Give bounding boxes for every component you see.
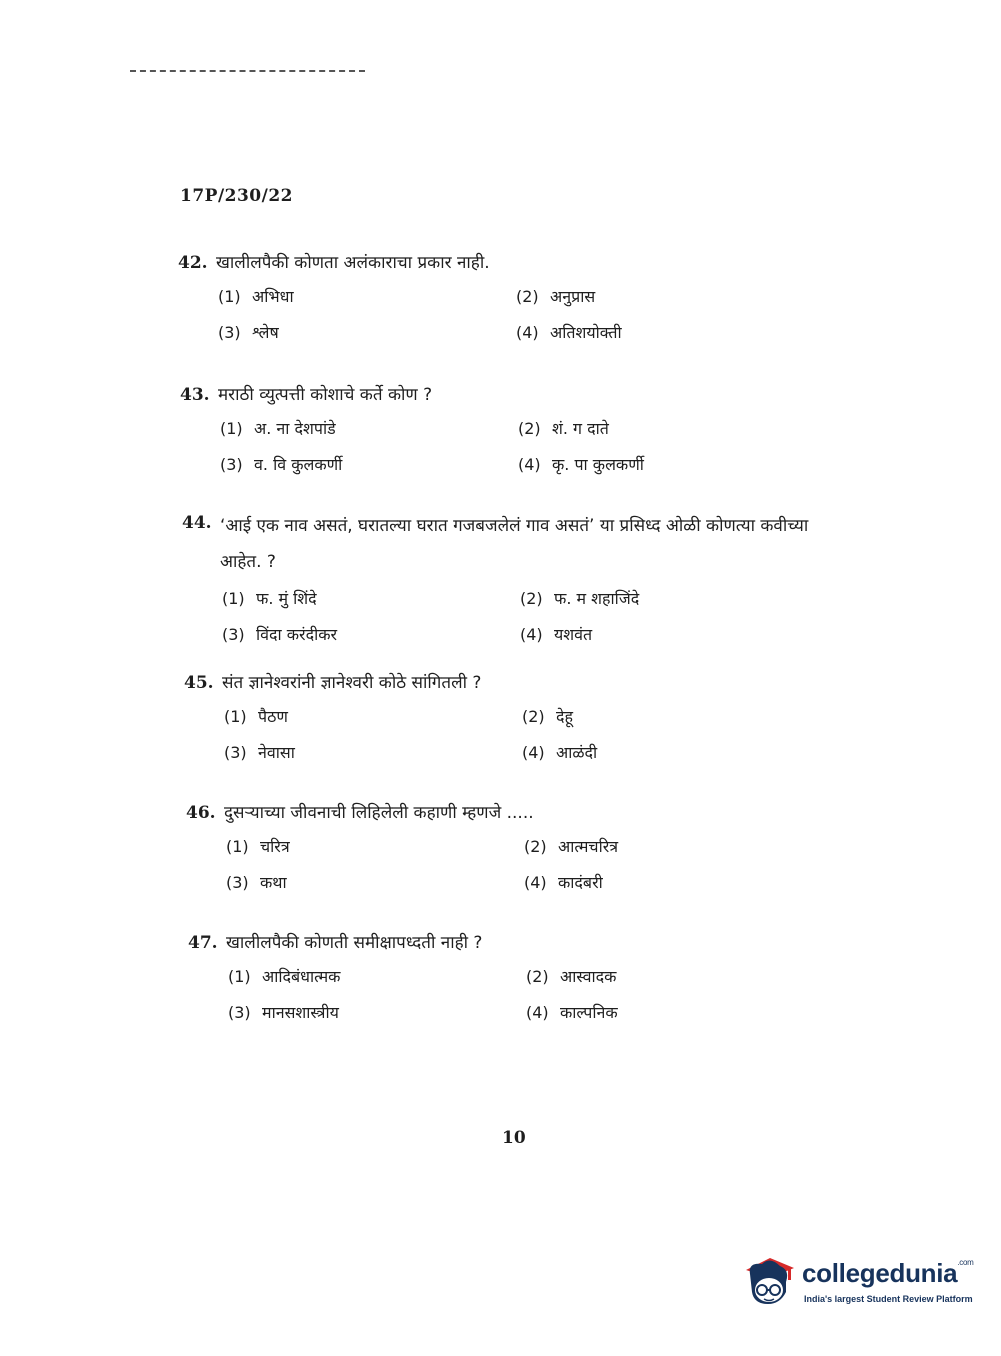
option-2: (2) शं. ग दाते (518, 419, 609, 438)
question-text: दुसऱ्याच्या जीवनाची लिहिलेली कहाणी म्हणजे ..... (224, 803, 534, 823)
option-4: (4) काल्पनिक (526, 1003, 618, 1022)
option-2: (2) देहू (522, 707, 573, 726)
options-list (226, 832, 846, 898)
option-1: (1) अभिधा (218, 287, 294, 306)
question-number: 43. (180, 385, 210, 405)
question-text: खालीलपैकी कोणता अलंकाराचा प्रकार नाही. (216, 253, 490, 273)
question-43 (180, 380, 840, 480)
question-number: 47. (188, 933, 218, 953)
question-text: खालीलपैकी कोणती समीक्षापध्दती नाही ? (226, 933, 483, 953)
option-4: (4) अतिशयोक्ती (516, 323, 622, 342)
question-46 (186, 798, 846, 898)
options-list (224, 702, 844, 768)
question-45 (184, 668, 844, 768)
options-list (220, 414, 840, 480)
options-list (218, 282, 838, 348)
options-list (228, 962, 848, 1028)
question-text: ‘आई एक नाव असतं, घरातल्या घरात गजबजलेलं गाव असतं’ या प्रसिध्द ओळी कोणत्या कवीच्या आहेत. ? (220, 516, 809, 572)
option-3: (3) विंदा करंदीकर (222, 625, 338, 644)
option-3: (3) नेवासा (224, 743, 295, 762)
brand-tagline: India's largest Student Review Platform (804, 1294, 973, 1304)
question-44 (182, 508, 842, 650)
paper-code: 17P/230/22 (180, 186, 294, 206)
option-4: (4) कादंबरी (524, 873, 603, 892)
collegedunia-logo (740, 1248, 975, 1318)
option-2: (2) आस्वादक (526, 967, 617, 986)
option-1: (1) चरित्र (226, 837, 290, 856)
option-4: (4) कृ. पा कुलकर्णी (518, 455, 644, 474)
question-number: 44. (182, 513, 212, 533)
question-text: संत ज्ञानेश्वरांनी ज्ञानेश्वरी कोठे सांगितली ? (222, 673, 482, 693)
question-47 (188, 928, 848, 1028)
option-3: (3) कथा (226, 873, 287, 892)
option-1: (1) आदिबंधात्मक (228, 967, 341, 986)
question-number: 45. (184, 673, 214, 693)
option-3: (3) मानसशास्त्रीय (228, 1003, 339, 1022)
brand-name: collegedunia$^{.com}$ (802, 1258, 974, 1288)
options-list (222, 584, 842, 650)
option-2: (2) आत्मचरित्र (524, 837, 619, 856)
page-number: 10 (502, 1128, 526, 1148)
option-1: (1) अ. ना देशपांडे (220, 419, 336, 438)
option-2: (2) फ. म शहाजिंदे (520, 589, 640, 608)
student-mascot-icon (740, 1252, 798, 1310)
option-1: (1) पैठण (224, 707, 288, 726)
option-3: (3) व. वि कुलकर्णी (220, 455, 343, 474)
option-3: (3) श्लेष (218, 323, 279, 342)
question-42 (178, 248, 838, 348)
question-text: मराठी व्युत्पत्ती कोशाचे कर्ते कोण ? (218, 385, 433, 405)
top-dashed-rule (130, 70, 365, 72)
question-number: 46. (186, 803, 216, 823)
option-4: (4) आळंदी (522, 743, 598, 762)
question-number: 42. (178, 253, 208, 273)
option-2: (2) अनुप्रास (516, 287, 596, 306)
option-1: (1) फ. मुं शिंदे (222, 589, 317, 608)
option-4: (4) यशवंत (520, 625, 593, 644)
